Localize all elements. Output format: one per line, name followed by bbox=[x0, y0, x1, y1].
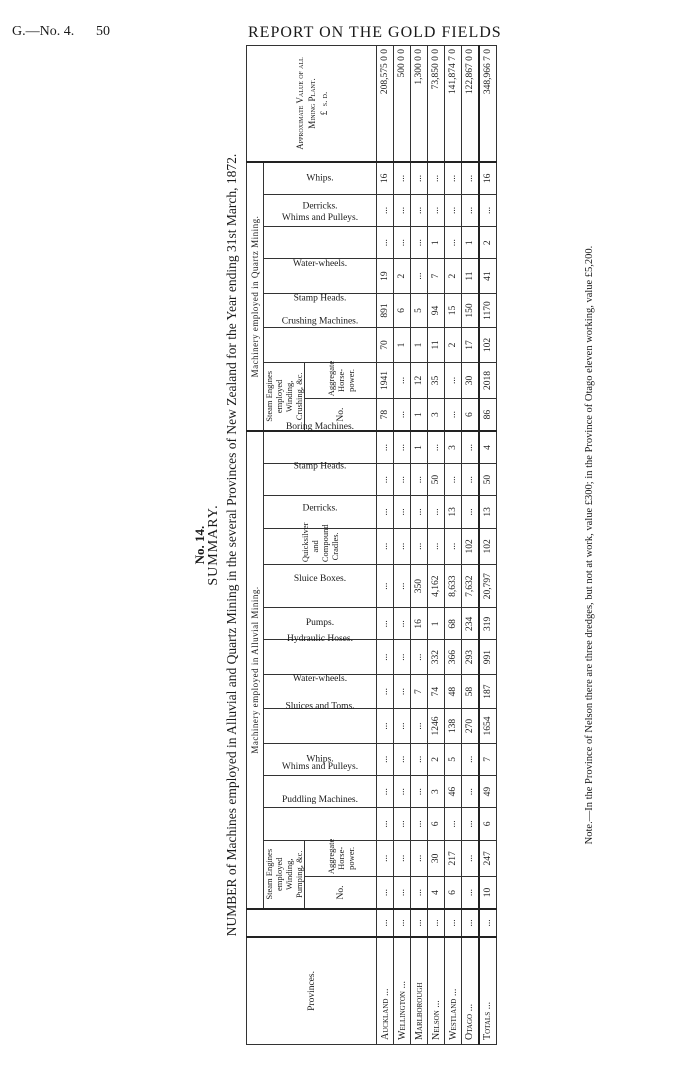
page-header bbox=[0, 24, 700, 46]
alluvial-cell: 6 bbox=[479, 808, 497, 840]
alluvial-cell: ... bbox=[394, 608, 411, 640]
col-quartz-hp: Aggregate Horse-power. bbox=[305, 362, 377, 399]
alluvial-cell: 187 bbox=[479, 674, 497, 708]
col-hydraulic-hoses: Hydraulic Hoses. bbox=[264, 640, 377, 674]
alluvial-cell: 1654 bbox=[479, 709, 497, 743]
alluvial-cell: ... bbox=[377, 877, 394, 909]
quartz-cell: 150 bbox=[462, 293, 479, 327]
quartz-cell: 30 bbox=[462, 362, 479, 399]
quartz-cell: 7 bbox=[428, 259, 445, 293]
quartz-cell: 16 bbox=[377, 162, 394, 194]
value-cell: 73,850 0 0 bbox=[428, 46, 445, 162]
quartz-cell: 16 bbox=[479, 162, 497, 194]
alluvial-cell: 46 bbox=[445, 776, 462, 808]
table-row bbox=[377, 46, 394, 1045]
quartz-cell: 6 bbox=[394, 293, 411, 327]
quartz-cell: 2 bbox=[479, 227, 497, 259]
alluvial-cell: ... bbox=[394, 776, 411, 808]
alluvial-cell: 4 bbox=[479, 431, 497, 464]
rotated-table-region bbox=[192, 45, 612, 1045]
alluvial-cell: ... bbox=[411, 877, 428, 909]
quartz-cell: 17 bbox=[462, 328, 479, 362]
provinces-header: Provinces. bbox=[247, 937, 377, 1045]
alluvial-cell: 68 bbox=[445, 608, 462, 640]
alluvial-cell: 102 bbox=[479, 528, 497, 565]
alluvial-cell: ... bbox=[377, 709, 394, 743]
quartz-cell: 15 bbox=[445, 293, 462, 327]
quartz-cell: ... bbox=[394, 399, 411, 431]
table-note: Note.—In the Province of Nelson there are three dredges, but not at work, value £300; in the Province of Otago eleven working, value £5,200. bbox=[584, 245, 595, 845]
alluvial-group-header: Machinery employed in Alluvial Mining. bbox=[247, 431, 264, 909]
quartz-group-header: Machinery employed in Quartz Mining. bbox=[247, 162, 264, 431]
alluvial-cell: ... bbox=[411, 709, 428, 743]
alluvial-cell: ... bbox=[394, 464, 411, 496]
alluvial-cell: ... bbox=[377, 496, 394, 528]
document-code: G.—No. 4. bbox=[12, 24, 75, 39]
leader-cell: ... bbox=[445, 909, 462, 937]
col-derricks: Derricks. bbox=[264, 496, 377, 528]
table-row bbox=[394, 46, 411, 1045]
alluvial-cell: ... bbox=[462, 496, 479, 528]
table-number: No. 14. bbox=[192, 525, 207, 565]
steam-quartz-header: Steam Engines employed Winding, Crushing, &c. bbox=[264, 362, 305, 431]
alluvial-cell: 319 bbox=[479, 608, 497, 640]
value-cell: 122,867 0 0 bbox=[462, 46, 479, 162]
alluvial-cell: 7 bbox=[411, 674, 428, 708]
alluvial-cell: ... bbox=[377, 640, 394, 674]
alluvial-cell: 50 bbox=[479, 464, 497, 496]
quartz-cell: ... bbox=[445, 227, 462, 259]
col-alluvial-no: No. bbox=[305, 877, 377, 909]
table-title: NUMBER of Machines employed in Alluvial and Quartz Mining in the several Provinces of New Zealand for the Year ending 31st March, 1872. bbox=[224, 153, 239, 937]
col-pumps: Pumps. bbox=[264, 608, 377, 640]
quartz-cell: ... bbox=[377, 194, 394, 226]
alluvial-cell: ... bbox=[394, 743, 411, 775]
alluvial-cell: ... bbox=[411, 776, 428, 808]
alluvial-cell: ... bbox=[462, 808, 479, 840]
alluvial-cell: 7,632 bbox=[462, 565, 479, 608]
quartz-cell: 1 bbox=[462, 227, 479, 259]
alluvial-cell: 2 bbox=[428, 743, 445, 775]
quartz-cell: 5 bbox=[411, 293, 428, 327]
leader-cell: ... bbox=[394, 909, 411, 937]
alluvial-cell: ... bbox=[394, 565, 411, 608]
quartz-cell: 19 bbox=[377, 259, 394, 293]
quartz-cell: ... bbox=[394, 162, 411, 194]
quartz-cell: ... bbox=[394, 362, 411, 399]
quartz-cell: 1 bbox=[411, 399, 428, 431]
alluvial-cell: 13 bbox=[445, 496, 462, 528]
alluvial-cell: ... bbox=[394, 840, 411, 877]
alluvial-cell: 991 bbox=[479, 640, 497, 674]
col-puddling: Puddling Machines. bbox=[264, 808, 377, 840]
quartz-cell: ... bbox=[445, 399, 462, 431]
quartz-cell: ... bbox=[445, 362, 462, 399]
col-alluvial-hp: Aggregate Horse-power. bbox=[305, 840, 377, 877]
col-sluice-boxes: Sluice Boxes. bbox=[264, 565, 377, 608]
alluvial-cell: ... bbox=[394, 640, 411, 674]
alluvial-cell: ... bbox=[462, 431, 479, 464]
alluvial-cell: 74 bbox=[428, 674, 445, 708]
alluvial-cell: 30 bbox=[428, 840, 445, 877]
alluvial-cell: 138 bbox=[445, 709, 462, 743]
alluvial-cell: 1 bbox=[411, 431, 428, 464]
col-boring-machines: Boring Machines. bbox=[264, 431, 377, 464]
value-cell: 208,575 0 0 bbox=[377, 46, 394, 162]
table-row bbox=[462, 46, 479, 1045]
alluvial-cell: 16 bbox=[411, 608, 428, 640]
alluvial-cell: 3 bbox=[445, 431, 462, 464]
totals-row bbox=[479, 46, 497, 1045]
alluvial-cell: ... bbox=[394, 808, 411, 840]
province-name: Nelson ... bbox=[428, 937, 445, 1045]
alluvial-cell: 13 bbox=[479, 496, 497, 528]
quartz-cell: ... bbox=[428, 194, 445, 226]
quartz-cell: ... bbox=[411, 162, 428, 194]
quartz-cell: 1170 bbox=[479, 293, 497, 327]
province-rows bbox=[377, 46, 497, 1045]
col-whims-pulleys: Whims and Pulleys. bbox=[264, 776, 377, 808]
leader-cell: ... bbox=[377, 909, 394, 937]
col-sluices-toms: Sluices and Toms. bbox=[264, 709, 377, 743]
quartz-cell: 78 bbox=[377, 399, 394, 431]
value-cell: 1,300 0 0 bbox=[411, 46, 428, 162]
quartz-cell: ... bbox=[411, 227, 428, 259]
quartz-cell: ... bbox=[394, 194, 411, 226]
alluvial-cell: 234 bbox=[462, 608, 479, 640]
alluvial-cell: ... bbox=[394, 496, 411, 528]
subgroup-header-row bbox=[264, 46, 305, 1045]
quartz-cell: 11 bbox=[428, 328, 445, 362]
quartz-cell: 3 bbox=[428, 399, 445, 431]
quartz-cell: 2 bbox=[445, 328, 462, 362]
alluvial-cell: ... bbox=[411, 496, 428, 528]
alluvial-cell: ... bbox=[411, 528, 428, 565]
alluvial-cell: 7 bbox=[479, 743, 497, 775]
alluvial-cell: ... bbox=[462, 877, 479, 909]
table-row bbox=[445, 46, 462, 1045]
quartz-cell: 1 bbox=[394, 328, 411, 362]
quartz-cell: 2 bbox=[445, 259, 462, 293]
alluvial-cell: ... bbox=[428, 496, 445, 528]
quartz-cell: 86 bbox=[479, 399, 497, 431]
dots-header bbox=[247, 909, 377, 937]
alluvial-cell: ... bbox=[462, 464, 479, 496]
quartz-cell: 2 bbox=[394, 259, 411, 293]
value-cell: 500 0 0 bbox=[394, 46, 411, 162]
province-name: Marlborough bbox=[411, 937, 428, 1045]
alluvial-cell: 332 bbox=[428, 640, 445, 674]
table-row bbox=[411, 46, 428, 1045]
col-q-water-wheels: Water-wheels. bbox=[264, 259, 377, 293]
alluvial-cell: 6 bbox=[428, 808, 445, 840]
province-name: Westland ... bbox=[445, 937, 462, 1045]
leader-cell: ... bbox=[462, 909, 479, 937]
quartz-cell: 35 bbox=[428, 362, 445, 399]
alluvial-cell: ... bbox=[394, 528, 411, 565]
province-name: Otago ... bbox=[462, 937, 479, 1045]
quartz-cell: 1 bbox=[411, 328, 428, 362]
leader-cell: ... bbox=[428, 909, 445, 937]
quartz-cell: ... bbox=[462, 162, 479, 194]
alluvial-cell: 293 bbox=[462, 640, 479, 674]
quartz-cell: 12 bbox=[411, 362, 428, 399]
alluvial-cell: ... bbox=[394, 709, 411, 743]
alluvial-cell: ... bbox=[411, 808, 428, 840]
alluvial-cell: ... bbox=[428, 431, 445, 464]
quartz-cell: 94 bbox=[428, 293, 445, 327]
quartz-cell: 6 bbox=[462, 399, 479, 431]
alluvial-cell: ... bbox=[411, 840, 428, 877]
alluvial-cell: 270 bbox=[462, 709, 479, 743]
steam-alluvial-header: Steam Engines employed Winding, Pumping, &c. bbox=[264, 840, 305, 909]
alluvial-cell: 58 bbox=[462, 674, 479, 708]
value-cell: 141,874 7 0 bbox=[445, 46, 462, 162]
value-cell: 348,966 7 0 bbox=[479, 46, 497, 162]
alluvial-cell: ... bbox=[394, 877, 411, 909]
province-name: Totals ... bbox=[479, 937, 497, 1045]
quartz-cell: 2018 bbox=[479, 362, 497, 399]
value-header: Approximate Value of all Mining Plant. £ s. d. bbox=[247, 46, 377, 162]
quartz-cell: 1941 bbox=[377, 362, 394, 399]
alluvial-cell: ... bbox=[377, 565, 394, 608]
quartz-cell: 41 bbox=[479, 259, 497, 293]
alluvial-cell: 4,162 bbox=[428, 565, 445, 608]
province-name: Auckland ... bbox=[377, 937, 394, 1045]
alluvial-cell: ... bbox=[377, 528, 394, 565]
alluvial-cell: 366 bbox=[445, 640, 462, 674]
alluvial-cell: 50 bbox=[428, 464, 445, 496]
alluvial-cell: ... bbox=[377, 840, 394, 877]
group-header-row bbox=[247, 46, 264, 1045]
col-quartz-no: No. bbox=[305, 399, 377, 431]
quartz-cell: 70 bbox=[377, 328, 394, 362]
alluvial-cell: ... bbox=[445, 464, 462, 496]
leader-cell: ... bbox=[479, 909, 497, 937]
alluvial-cell: ... bbox=[411, 640, 428, 674]
alluvial-cell: 8,633 bbox=[445, 565, 462, 608]
alluvial-cell: ... bbox=[462, 840, 479, 877]
col-q-whims-pulleys: Whims and Pulleys. bbox=[264, 227, 377, 259]
alluvial-cell: 3 bbox=[428, 776, 445, 808]
table-row bbox=[428, 46, 445, 1045]
alluvial-cell: 10 bbox=[479, 877, 497, 909]
alluvial-cell: ... bbox=[377, 743, 394, 775]
alluvial-cell: ... bbox=[462, 743, 479, 775]
alluvial-cell: ... bbox=[394, 674, 411, 708]
alluvial-cell: ... bbox=[462, 776, 479, 808]
quartz-cell: 102 bbox=[479, 328, 497, 362]
alluvial-cell: 20,797 bbox=[479, 565, 497, 608]
col-quicksilver-cradles: Quicksilver and Compound Cradles. bbox=[264, 528, 377, 565]
col-whips: Whips. bbox=[264, 743, 377, 775]
alluvial-cell: 48 bbox=[445, 674, 462, 708]
quartz-cell: ... bbox=[411, 194, 428, 226]
alluvial-cell: 1 bbox=[428, 608, 445, 640]
quartz-cell: 1 bbox=[428, 227, 445, 259]
alluvial-cell: 247 bbox=[479, 840, 497, 877]
col-q-whips: Whips. bbox=[264, 162, 377, 194]
alluvial-cell: ... bbox=[445, 808, 462, 840]
alluvial-cell: ... bbox=[428, 528, 445, 565]
alluvial-cell: ... bbox=[377, 776, 394, 808]
col-q-stamp-heads: Stamp Heads. bbox=[264, 293, 377, 327]
alluvial-cell: 5 bbox=[445, 743, 462, 775]
alluvial-cell: 217 bbox=[445, 840, 462, 877]
quartz-cell: 891 bbox=[377, 293, 394, 327]
alluvial-cell: ... bbox=[377, 431, 394, 464]
alluvial-cell: ... bbox=[411, 743, 428, 775]
province-name: Wellington ... bbox=[394, 937, 411, 1045]
alluvial-cell: ... bbox=[377, 464, 394, 496]
col-stamp-heads: Stamp Heads. bbox=[264, 464, 377, 496]
alluvial-cell: ... bbox=[445, 528, 462, 565]
quartz-cell: ... bbox=[428, 162, 445, 194]
quartz-cell: ... bbox=[445, 194, 462, 226]
quartz-cell: ... bbox=[479, 194, 497, 226]
col-q-derricks: Derricks. bbox=[264, 194, 377, 226]
alluvial-cell: ... bbox=[394, 431, 411, 464]
alluvial-cell: 4 bbox=[428, 877, 445, 909]
col-water-wheels: Water-wheels. bbox=[264, 674, 377, 708]
alluvial-cell: 6 bbox=[445, 877, 462, 909]
alluvial-cell: ... bbox=[411, 464, 428, 496]
alluvial-cell: ... bbox=[377, 674, 394, 708]
alluvial-cell: ... bbox=[377, 808, 394, 840]
report-title: REPORT ON THE GOLD FIELDS bbox=[248, 24, 502, 41]
alluvial-cell: 1246 bbox=[428, 709, 445, 743]
alluvial-cell: 102 bbox=[462, 528, 479, 565]
alluvial-cell: 350 bbox=[411, 565, 428, 608]
page-number: 50 bbox=[96, 24, 110, 39]
quartz-cell: ... bbox=[462, 194, 479, 226]
quartz-cell: ... bbox=[411, 259, 428, 293]
summary-heading: SUMMARY. bbox=[206, 504, 221, 586]
quartz-cell: ... bbox=[394, 227, 411, 259]
alluvial-cell: ... bbox=[377, 608, 394, 640]
quartz-cell: ... bbox=[445, 162, 462, 194]
quartz-cell: ... bbox=[377, 227, 394, 259]
quartz-cell: 11 bbox=[462, 259, 479, 293]
leader-cell: ... bbox=[411, 909, 428, 937]
col-crushing-machines: Crushing Machines. bbox=[264, 328, 377, 362]
machinery-table bbox=[246, 45, 497, 1045]
alluvial-cell: 49 bbox=[479, 776, 497, 808]
